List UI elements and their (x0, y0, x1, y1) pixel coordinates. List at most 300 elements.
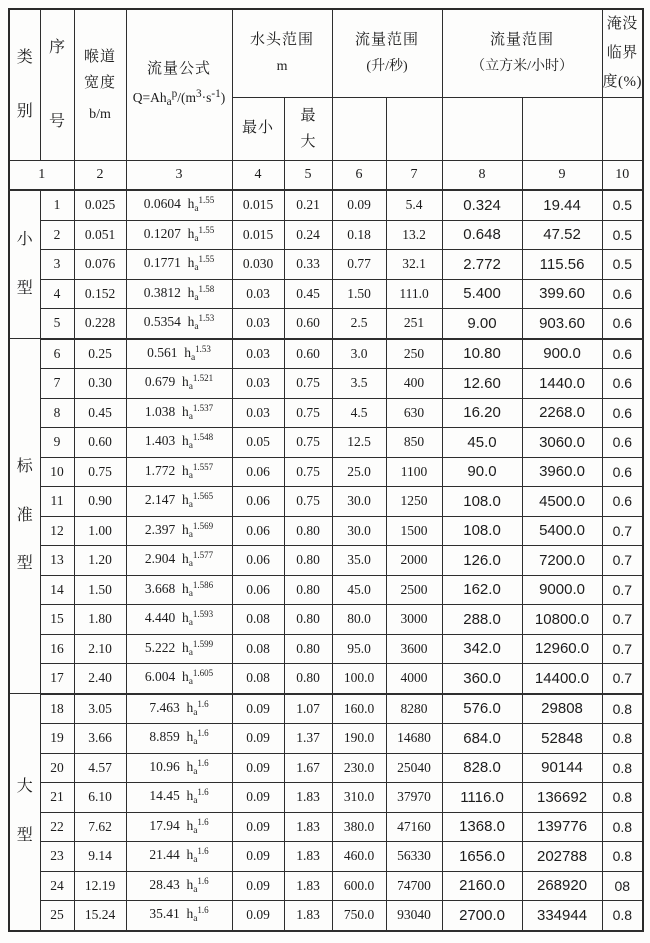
cell-flow-m3h-min: 10.80 (442, 339, 522, 369)
cell-head-min: 0.030 (232, 250, 284, 280)
cell-head-max: 0.21 (284, 190, 332, 220)
group-label-char: 准 (16, 506, 33, 524)
cell-flow-ls-min: 100.0 (332, 664, 386, 694)
cell-flow-ls-min: 310.0 (332, 783, 386, 813)
cell-flow-ls-max: 56330 (386, 842, 442, 872)
header-empty-subcell (602, 98, 643, 161)
table-row (9, 220, 643, 250)
cell-flow-ls-max: 8280 (386, 694, 442, 724)
header-flow-range-ls (332, 9, 442, 98)
cell-flow-m3h-max: 2268.0 (522, 398, 602, 428)
cell-head-max: 0.75 (284, 398, 332, 428)
header-submergence-line3: 度(%) (602, 74, 643, 90)
cell-flow-ls-max: 5.4 (386, 190, 442, 220)
cell-head-max: 0.75 (284, 487, 332, 517)
cell-submergence: 0.5 (602, 190, 643, 220)
header-min-label: 最小 (232, 98, 284, 161)
header-flow-m3h-title: 流量范围 (490, 32, 555, 49)
cell-flow-m3h-min: 342.0 (442, 634, 522, 664)
cell-flow-m3h-min: 45.0 (442, 428, 522, 458)
table-row (9, 871, 643, 901)
cell-flow-ls-max: 1500 (386, 516, 442, 546)
header-max-label (284, 98, 332, 161)
cell-head-min: 0.08 (232, 634, 284, 664)
cell-flow-m3h-min: 360.0 (442, 664, 522, 694)
cell-flow-formula: 7.463 $h_a^{1.6}$ (126, 694, 232, 724)
cell-flow-ls-max: 3600 (386, 634, 442, 664)
cell-serial-number: 6 (40, 339, 74, 369)
column-index-2: 2 (74, 161, 126, 191)
cell-throat-width: 0.90 (74, 487, 126, 517)
cell-head-max: 0.80 (284, 605, 332, 635)
table-row (9, 398, 643, 428)
cell-flow-m3h-min: 1116.0 (442, 783, 522, 813)
table-row (9, 724, 643, 754)
cell-flow-m3h-max: 903.60 (522, 309, 602, 339)
cell-head-max: 1.83 (284, 842, 332, 872)
cell-throat-width: 0.30 (74, 369, 126, 399)
header-max-char1: 最 (300, 108, 316, 124)
cell-submergence: 0.7 (602, 634, 643, 664)
header-formula-expression: $Q=Ah_a^p/(m^3\cdot s^{-1})$ (132, 88, 226, 109)
cell-flow-formula: 14.45 $h_a^{1.6}$ (126, 783, 232, 813)
cell-serial-number: 18 (40, 694, 74, 724)
table-row (9, 457, 643, 487)
cell-flow-formula: 2.397 $h_a^{1.569}$ (126, 516, 232, 546)
cell-flow-ls-max: 3000 (386, 605, 442, 635)
cell-flow-m3h-max: 19.44 (522, 190, 602, 220)
cell-flow-formula: 3.668 $h_a^{1.586}$ (126, 575, 232, 605)
cell-throat-width: 4.57 (74, 753, 126, 783)
cell-head-max: 0.75 (284, 428, 332, 458)
header-throat-line2: 宽度 (83, 75, 116, 91)
cell-throat-width: 7.62 (74, 812, 126, 842)
cell-flow-formula: 0.0604 $h_a^{1.55}$ (126, 190, 232, 220)
cell-head-min: 0.09 (232, 694, 284, 724)
cell-flow-formula: 1.772 $h_a^{1.557}$ (126, 457, 232, 487)
cell-head-max: 1.83 (284, 812, 332, 842)
cell-flow-formula: 1.403 $h_a^{1.548}$ (126, 428, 232, 458)
cell-serial-number: 14 (40, 575, 74, 605)
column-index-5: 5 (284, 161, 332, 191)
cell-flow-ls-max: 93040 (386, 901, 442, 931)
cell-flow-m3h-max: 900.0 (522, 339, 602, 369)
group-label-char: 型 (16, 826, 33, 844)
cell-head-max: 0.75 (284, 457, 332, 487)
cell-flow-ls-min: 12.5 (332, 428, 386, 458)
cell-flow-m3h-min: 2700.0 (442, 901, 522, 931)
cell-serial-number: 16 (40, 634, 74, 664)
cell-flow-m3h-max: 3960.0 (522, 457, 602, 487)
cell-submergence: 0.8 (602, 724, 643, 754)
cell-serial-number: 17 (40, 664, 74, 694)
cell-flow-m3h-max: 139776 (522, 812, 602, 842)
cell-flow-m3h-max: 52848 (522, 724, 602, 754)
header-throat-line1: 喉道 (83, 49, 116, 65)
cell-flow-m3h-min: 2160.0 (442, 871, 522, 901)
cell-flow-m3h-max: 1440.0 (522, 369, 602, 399)
table-row (9, 753, 643, 783)
header-flow-ls-title: 流量范围 (355, 32, 420, 49)
header-serial (40, 9, 74, 161)
cell-flow-ls-max: 32.1 (386, 250, 442, 280)
cell-head-max: 1.67 (284, 753, 332, 783)
header-throat-width (74, 9, 126, 161)
header-flow-formula (126, 9, 232, 161)
cell-head-min: 0.08 (232, 605, 284, 635)
group-label (9, 694, 40, 931)
cell-head-max: 1.37 (284, 724, 332, 754)
header-submergence (602, 9, 643, 98)
group-label-char: 大 (16, 778, 33, 796)
cell-flow-formula: 21.44 $h_a^{1.6}$ (126, 842, 232, 872)
cell-flow-formula: 0.5354 $h_a^{1.53}$ (126, 309, 232, 339)
table-header (9, 9, 643, 190)
cell-head-min: 0.09 (232, 783, 284, 813)
cell-flow-m3h-max: 14400.0 (522, 664, 602, 694)
cell-submergence: 0.8 (602, 783, 643, 813)
cell-head-max: 1.83 (284, 783, 332, 813)
table-row (9, 279, 643, 309)
column-index-10: 10 (602, 161, 643, 191)
cell-flow-formula: 35.41 $h_a^{1.6}$ (126, 901, 232, 931)
table-row (9, 516, 643, 546)
header-serial-char1: 序 (48, 38, 65, 56)
cell-flow-m3h-min: 108.0 (442, 516, 522, 546)
cell-flow-formula: 8.859 $h_a^{1.6}$ (126, 724, 232, 754)
cell-head-min: 0.09 (232, 901, 284, 931)
cell-flow-m3h-max: 12960.0 (522, 634, 602, 664)
cell-submergence: 0.7 (602, 575, 643, 605)
cell-flow-ls-min: 380.0 (332, 812, 386, 842)
cell-flow-ls-max: 25040 (386, 753, 442, 783)
cell-flow-ls-max: 630 (386, 398, 442, 428)
cell-throat-width: 0.051 (74, 220, 126, 250)
header-submergence-line2: 临界 (606, 45, 638, 61)
cell-flow-ls-min: 0.18 (332, 220, 386, 250)
cell-flow-m3h-max: 10800.0 (522, 605, 602, 635)
column-index-6: 6 (332, 161, 386, 191)
table-row (9, 487, 643, 517)
cell-flow-m3h-min: 1368.0 (442, 812, 522, 842)
cell-head-max: 0.60 (284, 339, 332, 369)
cell-throat-width: 9.14 (74, 842, 126, 872)
cell-head-min: 0.03 (232, 279, 284, 309)
cell-head-min: 0.015 (232, 220, 284, 250)
cell-flow-ls-min: 35.0 (332, 546, 386, 576)
table-row (9, 694, 643, 724)
cell-flow-ls-max: 251 (386, 309, 442, 339)
cell-flow-formula: 0.3812 $h_a^{1.58}$ (126, 279, 232, 309)
cell-throat-width: 6.10 (74, 783, 126, 813)
cell-flow-ls-max: 1250 (386, 487, 442, 517)
table-row (9, 428, 643, 458)
cell-head-min: 0.09 (232, 812, 284, 842)
cell-flow-ls-min: 45.0 (332, 575, 386, 605)
header-flow-range-m3h (442, 9, 602, 98)
cell-flow-ls-max: 4000 (386, 664, 442, 694)
header-empty-subcell (522, 98, 602, 161)
cell-throat-width: 1.50 (74, 575, 126, 605)
cell-flow-ls-max: 111.0 (386, 279, 442, 309)
cell-submergence: 0.8 (602, 694, 643, 724)
cell-flow-ls-min: 750.0 (332, 901, 386, 931)
table-row (9, 250, 643, 280)
cell-throat-width: 2.10 (74, 634, 126, 664)
cell-submergence: 0.8 (602, 753, 643, 783)
group-label (9, 190, 40, 339)
cell-flow-m3h-max: 202788 (522, 842, 602, 872)
header-empty-subcell (332, 98, 386, 161)
cell-submergence: 0.5 (602, 220, 643, 250)
cell-flow-formula: 1.038 $h_a^{1.537}$ (126, 398, 232, 428)
cell-head-max: 0.60 (284, 309, 332, 339)
cell-head-min: 0.08 (232, 664, 284, 694)
cell-flow-m3h-min: 828.0 (442, 753, 522, 783)
cell-head-max: 0.80 (284, 634, 332, 664)
cell-submergence: 0.6 (602, 279, 643, 309)
cell-head-min: 0.015 (232, 190, 284, 220)
cell-flow-ls-min: 95.0 (332, 634, 386, 664)
cell-flow-m3h-max: 9000.0 (522, 575, 602, 605)
cell-head-min: 0.06 (232, 457, 284, 487)
cell-submergence: 0.8 (602, 901, 643, 931)
header-flow-m3h-unit: （立方米/小时） (471, 58, 573, 74)
cell-head-min: 0.09 (232, 871, 284, 901)
cell-flow-m3h-min: 5.400 (442, 279, 522, 309)
cell-submergence: 0.7 (602, 664, 643, 694)
cell-submergence: 0.6 (602, 457, 643, 487)
header-empty-subcell (386, 98, 442, 161)
cell-flow-formula: 6.004 $h_a^{1.605}$ (126, 664, 232, 694)
cell-head-max: 0.80 (284, 546, 332, 576)
cell-head-min: 0.03 (232, 369, 284, 399)
table-row (9, 634, 643, 664)
cell-submergence: 0.7 (602, 605, 643, 635)
cell-flow-ls-min: 3.5 (332, 369, 386, 399)
cell-head-max: 0.33 (284, 250, 332, 280)
cell-flow-ls-max: 250 (386, 339, 442, 369)
cell-flow-m3h-min: 0.648 (442, 220, 522, 250)
header-submergence-line1: 淹没 (606, 16, 638, 32)
cell-flow-m3h-min: 1656.0 (442, 842, 522, 872)
header-formula-title: 流量公式 (146, 60, 211, 77)
cell-submergence: 0.5 (602, 250, 643, 280)
cell-flow-m3h-max: 7200.0 (522, 546, 602, 576)
cell-throat-width: 15.24 (74, 901, 126, 931)
cell-flow-ls-max: 850 (386, 428, 442, 458)
cell-head-max: 0.24 (284, 220, 332, 250)
cell-flow-ls-min: 460.0 (332, 842, 386, 872)
cell-serial-number: 1 (40, 190, 74, 220)
table-body (9, 190, 643, 931)
cell-flow-ls-min: 2.5 (332, 309, 386, 339)
cell-serial-number: 12 (40, 516, 74, 546)
cell-flow-m3h-min: 576.0 (442, 694, 522, 724)
cell-flow-formula: 17.94 $h_a^{1.6}$ (126, 812, 232, 842)
cell-throat-width: 0.152 (74, 279, 126, 309)
cell-throat-width: 1.20 (74, 546, 126, 576)
cell-submergence: 0.6 (602, 428, 643, 458)
cell-flow-m3h-max: 90144 (522, 753, 602, 783)
cell-serial-number: 9 (40, 428, 74, 458)
cell-head-min: 0.09 (232, 724, 284, 754)
cell-throat-width: 0.25 (74, 339, 126, 369)
group-label-char: 型 (16, 555, 33, 573)
column-index-row (9, 161, 643, 191)
cell-serial-number: 10 (40, 457, 74, 487)
cell-flow-m3h-min: 684.0 (442, 724, 522, 754)
header-throat-unit: b/m (89, 107, 111, 122)
cell-submergence: 0.6 (602, 309, 643, 339)
table-row (9, 901, 643, 931)
cell-throat-width: 0.75 (74, 457, 126, 487)
group-label (9, 339, 40, 694)
cell-throat-width: 0.60 (74, 428, 126, 458)
cell-flow-ls-max: 47160 (386, 812, 442, 842)
cell-submergence: 0.6 (602, 398, 643, 428)
cell-flow-ls-min: 0.77 (332, 250, 386, 280)
cell-flow-m3h-max: 136692 (522, 783, 602, 813)
cell-throat-width: 0.025 (74, 190, 126, 220)
cell-flow-formula: 0.679 $h_a^{1.521}$ (126, 369, 232, 399)
cell-serial-number: 20 (40, 753, 74, 783)
cell-flow-m3h-max: 115.56 (522, 250, 602, 280)
group-label-char: 小 (16, 231, 33, 249)
cell-flow-ls-max: 13.2 (386, 220, 442, 250)
cell-serial-number: 2 (40, 220, 74, 250)
cell-flow-m3h-min: 108.0 (442, 487, 522, 517)
cell-serial-number: 15 (40, 605, 74, 635)
cell-flow-ls-min: 600.0 (332, 871, 386, 901)
cell-throat-width: 0.076 (74, 250, 126, 280)
table-row (9, 664, 643, 694)
cell-serial-number: 24 (40, 871, 74, 901)
cell-head-min: 0.03 (232, 309, 284, 339)
cell-head-min: 0.03 (232, 339, 284, 369)
cell-flow-ls-min: 190.0 (332, 724, 386, 754)
cell-serial-number: 5 (40, 309, 74, 339)
table-row (9, 369, 643, 399)
cell-flow-ls-max: 14680 (386, 724, 442, 754)
header-head-range (232, 9, 332, 98)
cell-flow-ls-min: 25.0 (332, 457, 386, 487)
column-index-4: 4 (232, 161, 284, 191)
table-row (9, 546, 643, 576)
cell-flow-m3h-min: 126.0 (442, 546, 522, 576)
cell-throat-width: 3.05 (74, 694, 126, 724)
cell-throat-width: 2.40 (74, 664, 126, 694)
header-serial-char2: 号 (48, 113, 65, 130)
cell-flow-formula: 0.1771 $h_a^{1.55}$ (126, 250, 232, 280)
cell-serial-number: 21 (40, 783, 74, 813)
cell-head-max: 0.80 (284, 516, 332, 546)
header-category-char2: 别 (16, 103, 33, 120)
column-index-3: 3 (126, 161, 232, 191)
cell-flow-formula: 2.147 $h_a^{1.565}$ (126, 487, 232, 517)
cell-throat-width: 3.66 (74, 724, 126, 754)
column-index-9: 9 (522, 161, 602, 191)
cell-head-max: 0.45 (284, 279, 332, 309)
cell-head-min: 0.06 (232, 487, 284, 517)
header-empty-subcell (442, 98, 522, 161)
cell-serial-number: 7 (40, 369, 74, 399)
cell-head-min: 0.09 (232, 842, 284, 872)
cell-flow-ls-max: 74700 (386, 871, 442, 901)
cell-head-max: 1.83 (284, 901, 332, 931)
cell-submergence: 0.6 (602, 339, 643, 369)
cell-flow-m3h-max: 334944 (522, 901, 602, 931)
group-label-char: 标 (16, 458, 33, 476)
header-category-char1: 类 (16, 48, 33, 66)
header-flow-ls-unit: (升/秒) (366, 58, 408, 74)
table-row (9, 783, 643, 813)
cell-submergence: 0.8 (602, 842, 643, 872)
cell-flow-formula: 2.904 $h_a^{1.577}$ (126, 546, 232, 576)
cell-flow-m3h-max: 47.52 (522, 220, 602, 250)
cell-serial-number: 23 (40, 842, 74, 872)
table-row (9, 339, 643, 369)
cell-serial-number: 3 (40, 250, 74, 280)
cell-flow-ls-max: 1100 (386, 457, 442, 487)
cell-flow-m3h-min: 2.772 (442, 250, 522, 280)
cell-flow-formula: 28.43 $h_a^{1.6}$ (126, 871, 232, 901)
cell-submergence: 08 (602, 871, 643, 901)
cell-flow-formula: 10.96 $h_a^{1.6}$ (126, 753, 232, 783)
cell-serial-number: 22 (40, 812, 74, 842)
column-index-1: 1 (9, 161, 74, 191)
cell-head-max: 1.83 (284, 871, 332, 901)
cell-submergence: 0.8 (602, 812, 643, 842)
cell-submergence: 0.6 (602, 369, 643, 399)
cell-flow-formula: 0.1207 $h_a^{1.55}$ (126, 220, 232, 250)
cell-flow-m3h-max: 268920 (522, 871, 602, 901)
cell-submergence: 0.7 (602, 516, 643, 546)
cell-head-max: 0.80 (284, 664, 332, 694)
cell-flow-m3h-min: 9.00 (442, 309, 522, 339)
cell-flow-ls-min: 80.0 (332, 605, 386, 635)
cell-serial-number: 25 (40, 901, 74, 931)
cell-head-min: 0.03 (232, 398, 284, 428)
cell-head-min: 0.09 (232, 753, 284, 783)
table-row (9, 309, 643, 339)
cell-serial-number: 8 (40, 398, 74, 428)
cell-serial-number: 11 (40, 487, 74, 517)
cell-flow-m3h-min: 0.324 (442, 190, 522, 220)
flume-spec-table (8, 8, 644, 932)
cell-flow-ls-min: 4.5 (332, 398, 386, 428)
cell-flow-ls-max: 2500 (386, 575, 442, 605)
column-index-8: 8 (442, 161, 522, 191)
cell-head-max: 1.07 (284, 694, 332, 724)
cell-flow-formula: 5.222 $h_a^{1.599}$ (126, 634, 232, 664)
cell-flow-m3h-min: 162.0 (442, 575, 522, 605)
table-row (9, 190, 643, 220)
cell-serial-number: 19 (40, 724, 74, 754)
cell-submergence: 0.7 (602, 546, 643, 576)
group-label-char: 型 (16, 279, 33, 297)
table-row (9, 605, 643, 635)
column-index-7: 7 (386, 161, 442, 191)
cell-serial-number: 4 (40, 279, 74, 309)
cell-submergence: 0.6 (602, 487, 643, 517)
cell-flow-ls-min: 3.0 (332, 339, 386, 369)
cell-flow-ls-min: 1.50 (332, 279, 386, 309)
cell-throat-width: 12.19 (74, 871, 126, 901)
cell-flow-ls-min: 30.0 (332, 516, 386, 546)
cell-head-min: 0.06 (232, 516, 284, 546)
cell-flow-m3h-max: 29808 (522, 694, 602, 724)
